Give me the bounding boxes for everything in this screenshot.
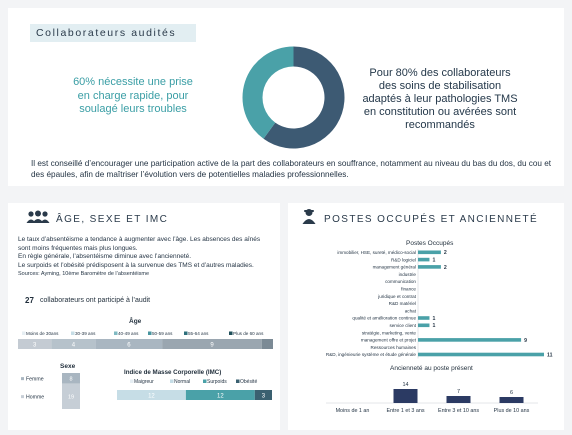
urgent-care-text: 60% nécessite une prise en charge rapide, pour soulagé leurs troubles — [73, 76, 193, 115]
participant-count: 27 — [25, 296, 34, 305]
imc-bar-value: 12 — [216, 393, 224, 400]
age-legend-label: Moins de 30ans — [26, 331, 59, 336]
seniority-bar — [394, 389, 418, 403]
recommendation-note: Il est conseillé d’encourager une participation active de la part des collaborateurs en souffrance, notamment au niveau du bas du dos, du cou et des épaules, afin de maîtriser l’évolution vers de potentielles maladies professionnelles. — [31, 159, 552, 179]
positions-chart — [288, 249, 564, 359]
section-title-positions: POSTES OCCUPÉS ET ANCIENNETÉ — [324, 214, 539, 225]
position-label: communication — [385, 279, 416, 285]
seniority-chart-title: Ancienneté au poste présent — [390, 365, 473, 372]
seniority-category: Entre 1 et 3 ans — [386, 408, 425, 414]
age-legend-swatch — [114, 332, 118, 336]
position-bar — [418, 338, 521, 342]
position-label: industrie — [398, 271, 416, 277]
age-legend-swatch — [22, 332, 26, 336]
sex-chart — [18, 373, 93, 409]
participant-label: collaborateurs ont participé à l’audit — [40, 297, 151, 304]
position-label: qualité et amélioration continue — [352, 315, 416, 321]
age-bar-value: 3 — [32, 342, 37, 349]
position-bar — [418, 265, 441, 269]
imc-legend-swatch — [203, 380, 207, 384]
seniority-bar — [447, 396, 471, 403]
position-label: immobilier, HSE, sureté, médico-social — [337, 250, 416, 255]
age-legend-label: Plus de 60 ans — [233, 331, 264, 336]
seniority-value: 7 — [456, 389, 461, 395]
position-label: R&D, ingénieurie système et étude générale — [325, 352, 416, 358]
imc-chart-title: Indice de Masse Corporelle (IMC) — [124, 369, 222, 376]
sources-text: Sources: Ayming, 10ème Baromètre de l’absentéisme — [18, 271, 150, 277]
sex-legend-swatch — [21, 395, 24, 398]
para-weight: Le surpoids et l’obésité prédisposent à la survenue des TMS et d’autres maladies. — [18, 261, 254, 269]
age-legend-label: 40-49 ans — [118, 331, 139, 336]
imc-bar-value: 3 — [261, 393, 266, 400]
position-value: 1 — [432, 323, 436, 330]
donut-part-slice — [243, 47, 294, 139]
age-legend-swatch — [148, 332, 152, 336]
imc-legend-swatch — [130, 380, 134, 384]
position-label: R&D matériel — [388, 301, 416, 307]
position-value: 1 — [432, 315, 436, 322]
seniority-bar — [500, 397, 524, 403]
donut-chart — [241, 45, 346, 150]
position-label: stratégie, marketing, vente — [361, 330, 416, 336]
stabilisation-text: Pour 80% des collaborateurs des soins de stabilisation adaptés à leur pathologies TMS en constitution ou avérées sont recommandés — [362, 67, 518, 131]
imc-legend-label: Obésité — [240, 379, 258, 385]
position-bar — [418, 258, 429, 262]
position-label: management général — [372, 264, 416, 270]
imc-legend-label: Maigreur — [134, 379, 154, 385]
imc-legend-swatch — [170, 380, 174, 384]
position-label: achat — [404, 308, 416, 314]
position-label: R&D logiciel — [390, 257, 416, 263]
seniority-value: 6 — [509, 390, 514, 396]
age-legend-swatch — [71, 332, 75, 336]
sex-bar-value: 8 — [69, 376, 73, 383]
position-value: 2 — [443, 264, 447, 271]
seniority-category: Plus de 10 ans — [493, 408, 530, 414]
position-bar — [418, 251, 441, 255]
position-value: 1 — [432, 257, 436, 264]
positions-seniority-card — [288, 203, 564, 430]
age-chart — [18, 327, 273, 353]
position-label: Ressources humaines — [370, 344, 416, 350]
position-label: service client — [389, 323, 416, 328]
absenteeism-text — [18, 236, 273, 279]
audited-summary-card — [8, 8, 564, 186]
position-label: management offre et projet — [360, 337, 416, 343]
position-value: 9 — [524, 337, 527, 344]
para-seniority: En règle générale, l’absentéisme diminue avec l’ancienneté. — [18, 253, 192, 260]
age-chart-title: Âge — [129, 318, 142, 325]
age-legend-label: 55-64 ans — [188, 331, 209, 336]
age-bar-segment — [262, 339, 273, 349]
age-sex-imc-card — [8, 203, 280, 430]
age-legend-label: 30-39 ans — [75, 331, 96, 336]
position-bar — [418, 316, 429, 320]
imc-legend-label: Normal — [174, 379, 191, 385]
position-label: juridique et contrat — [378, 293, 416, 299]
imc-chart — [112, 376, 274, 404]
para-age: Le taux d’absentéisme a tendance à augmenter avec l’âge. Les absences des aînés sont moins fréquentes mais plus longues. — [18, 236, 261, 252]
sex-chart-title: Sexe — [60, 363, 76, 370]
sex-bar-value: 19 — [67, 394, 75, 401]
position-bar — [418, 324, 429, 328]
imc-legend-swatch — [236, 380, 240, 384]
worker-icon — [302, 208, 316, 224]
seniority-chart — [326, 373, 558, 419]
seniority-category: Entre 3 et 10 ans — [437, 408, 480, 414]
position-label: finance — [401, 286, 416, 292]
age-legend-swatch — [229, 332, 233, 336]
age-bar-value: 6 — [127, 342, 131, 349]
age-legend-swatch — [184, 332, 188, 336]
age-legend-label: 50-59 ans — [152, 331, 173, 336]
position-bar — [418, 353, 544, 357]
positions-chart-title: Postes Occupés — [406, 240, 454, 247]
seniority-category: Moins de 1 an — [335, 408, 370, 414]
imc-bar-value: 12 — [148, 393, 155, 400]
imc-legend-label: Surpoids — [207, 379, 227, 385]
age-bar-value: 4 — [71, 342, 76, 349]
age-bar-value: 9 — [210, 342, 214, 349]
section-title-age: ÂGE, SEXE ET IMC — [56, 214, 169, 225]
sex-label: Homme — [26, 394, 45, 401]
position-value: 11 — [547, 352, 553, 359]
seniority-value: 14 — [402, 382, 409, 388]
sex-legend-swatch — [21, 377, 24, 380]
position-value: 2 — [443, 250, 447, 257]
people-icon — [26, 210, 50, 224]
sex-label: Femme — [26, 376, 44, 383]
section-title-audited: Collaborateurs audités — [30, 24, 196, 42]
